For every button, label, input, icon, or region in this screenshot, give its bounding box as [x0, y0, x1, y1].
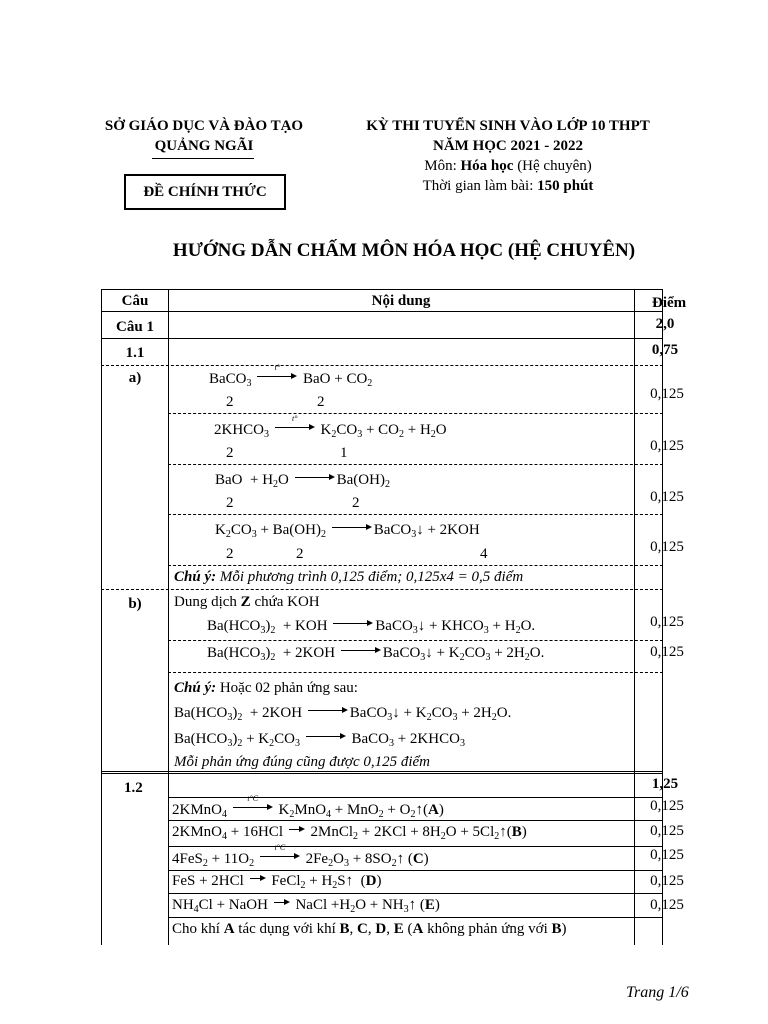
coef: 2: [226, 394, 234, 410]
col-header-points: Điểm: [652, 295, 687, 311]
coef: 4: [480, 546, 488, 562]
points: 0,125: [650, 614, 684, 630]
note-b: Chú ý: Hoặc 02 phản ứng sau:: [174, 680, 358, 696]
page-title: HƯỚNG DẪN CHẤM MÔN HÓA HỌC (HỆ CHUYÊN): [172, 240, 636, 261]
equation-a2: $2KHCO_3$ t° $K_2CO_3 + CO_2 + H_2O$: [214, 414, 447, 440]
coef: 2: [226, 445, 234, 461]
row-1-2: 1.2: [124, 780, 143, 796]
label-b: b): [128, 596, 142, 612]
header-left: [88, 116, 320, 156]
points: 0,125: [650, 897, 684, 913]
cau1-points: 2,0: [655, 316, 675, 332]
points: 0,125: [650, 438, 684, 454]
row-1-1: 1.1: [125, 345, 145, 361]
exam-name: KỲ THI TUYỂN SINH VÀO LỚP 10 THPT: [366, 118, 650, 134]
points: 0,125: [650, 644, 684, 660]
page-number: Trang 1/6: [626, 984, 689, 1001]
equation-b3: $Ba(HCO_3)_2 + 2KOH$ BaCO$_3$↓ + $K_2CO_3 + 2H_2O$.: [174, 705, 512, 723]
points: 0,125: [650, 847, 684, 863]
equation-12d: FeS + 2HCl FeCl$_2$ + $H_2S↑$ (D): [172, 873, 382, 891]
equation-12e: $NH_4Cl$ + NaOH NaCl $+H_2O$ + $NH_3↑$ (E): [172, 897, 440, 915]
equation-b4: $Ba(HCO_3)_2 + K_2CO_3$ BaCO$_3$ + $2KHCO_3$: [174, 731, 465, 749]
coef: 1: [340, 445, 348, 461]
equation-a4: $K_2CO_3 + Ba(OH)_2$ BaCO$_3$↓ + 2KOH: [215, 522, 480, 540]
last-row-text: Cho khí A tác dụng với khí B, C, D, E (A không phản ứng với B): [172, 921, 567, 937]
equation-b1: $Ba(HCO_3)_2$ + KOH BaCO$_3$↓ + $KHCO_3 + H_2O$.: [207, 618, 536, 636]
s12-points: 1,25: [651, 776, 679, 792]
equation-12c: $4FeS_2 + 11O_2$ t°C $2Fe_2O_3$ + $8SO_2↑$ (C): [172, 843, 429, 869]
col-header-content: Nội dung: [371, 293, 431, 309]
points: 0,125: [650, 539, 684, 555]
points: 0,125: [650, 798, 684, 814]
points: 0,125: [650, 386, 684, 402]
header-underline: [152, 158, 254, 159]
b-intro: Dung dịch Z chứa KOH: [174, 594, 320, 610]
coef: 2: [296, 546, 304, 562]
official-badge: ĐỀ CHÍNH THỨC: [124, 174, 286, 210]
coef: 2: [226, 495, 234, 511]
equation-12a: 2KMnO$_4$ t°C $K_2MnO_4 + MnO_2$ + $O_2↑(A)$: [172, 794, 444, 820]
department-name: SỞ GIÁO DỤC VÀ ĐÀO TẠO: [104, 118, 304, 134]
province-name: QUẢNG NGÃI: [154, 138, 254, 154]
time-line: Thời gian làm bài: 150 phút: [422, 178, 594, 194]
note-a: Chú ý: Mỗi phương trình 0,125 điểm; 0,125x4 = 0,5 điểm: [174, 569, 524, 585]
subject-line: Môn: Hóa học (Hệ chuyên): [424, 158, 592, 174]
coef: 2: [352, 495, 360, 511]
equation-a3: BaO + $H_2O$ $Ba(OH)_2$: [215, 472, 390, 490]
note-b-last: Mỗi phản ứng đúng cũng được 0,125 điểm: [174, 754, 431, 770]
points: 0,125: [650, 823, 684, 839]
row-cau1: Câu 1: [116, 319, 154, 335]
points: 0,125: [650, 489, 684, 505]
points: 0,125: [650, 873, 684, 889]
school-year: NĂM HỌC 2021 - 2022: [433, 138, 583, 154]
coef: 2: [226, 546, 234, 562]
header-right: [340, 116, 676, 196]
s11-points: 0,75: [651, 342, 679, 358]
equation-12b: 2KMnO$_4$ + 16HCl 2MnCl$_2$ + $2KCl + 8H_2O$ + $5Cl_2↑(B)$: [172, 824, 527, 842]
label-a: a): [128, 370, 142, 386]
equation-a1: BaCO$_3$ t° BaO + $CO_2$: [209, 363, 373, 389]
equation-b2: $Ba(HCO_3)_2 + 2KOH$ BaCO$_3$↓ + $K_2CO_3 + 2H_2O$.: [207, 645, 545, 663]
col-header-cau: Câu: [121, 293, 149, 309]
coef: 2: [317, 394, 325, 410]
